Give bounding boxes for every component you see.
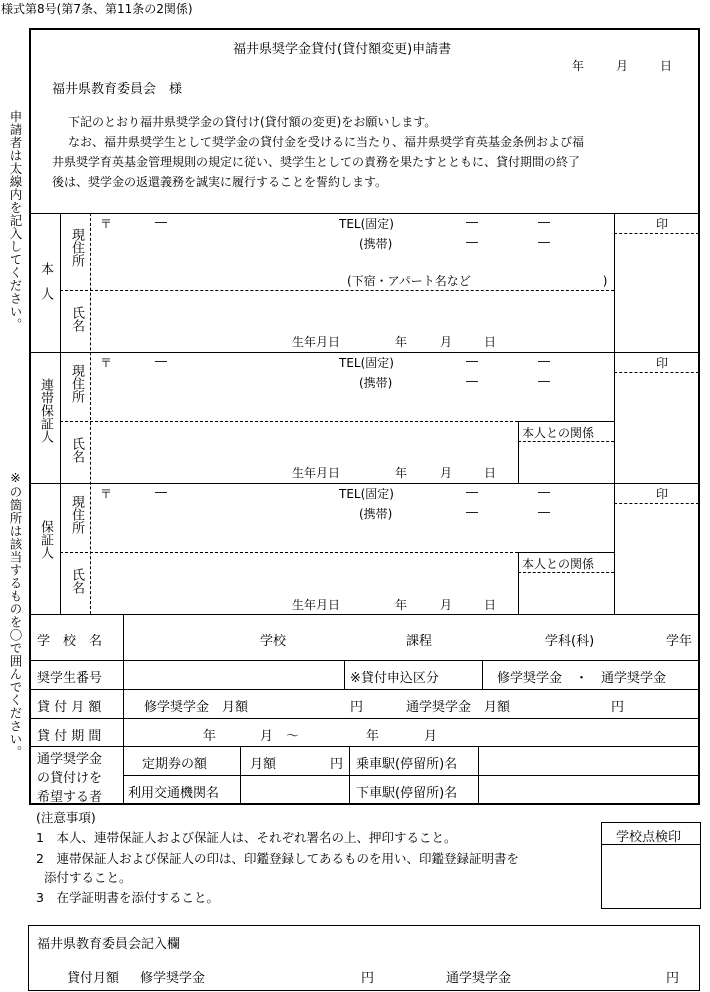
divider <box>60 421 518 422</box>
notes-heading: (注意事項) <box>36 810 96 825</box>
section-guarantor-label: 保証人 <box>38 520 53 559</box>
birth-year: 年 <box>395 466 408 480</box>
monthly-amount-label: 貸 付 月 額 <box>37 700 102 715</box>
divider <box>518 441 614 442</box>
commute-label-2: の貸付けを <box>37 771 103 786</box>
divider <box>123 775 699 776</box>
divider <box>518 421 614 422</box>
tel-fixed-label: TEL(固定) <box>339 356 394 370</box>
divider <box>614 213 615 614</box>
divider <box>30 718 699 719</box>
yen-unit: 円 <box>666 971 680 986</box>
grade-unit: 学年 <box>666 634 693 649</box>
divider <box>123 614 124 804</box>
addressee: 福井県教育委員会 様 <box>52 82 183 97</box>
tel-fixed-label: TEL(固定) <box>339 487 394 501</box>
commute-label-1: 通学奨学金 <box>37 752 103 767</box>
postal-dash: ― <box>155 354 167 368</box>
intro-line-3: 井県奨学育英基金管理規則の規定に従い、奨学生としての責務を果たすとともに、貸付期間の終了 <box>52 155 581 169</box>
transport-label: 利用交通機関名 <box>128 786 220 801</box>
tel-mobile-label: (携帯) <box>359 376 393 390</box>
school-unit: 学校 <box>260 634 287 649</box>
side-note-bottom: ※の箇所は該当するものを〇で囲んでください。 <box>8 470 23 759</box>
divider <box>30 746 699 747</box>
divider <box>30 213 699 214</box>
section-joint-label: 連帯保証人 <box>38 378 53 443</box>
address-label: 現住所 <box>69 364 84 403</box>
tel-dash: ― <box>466 354 478 368</box>
pass-amount-label: 定期券の額 <box>142 757 208 772</box>
birth-label: 生年月日 <box>292 335 341 349</box>
divider <box>614 372 699 373</box>
address-label: 現住所 <box>69 228 84 267</box>
tel-dash: ― <box>538 235 550 249</box>
divider <box>614 503 699 504</box>
intro-line-4: 後は、奨学金の返還義務を誠実に履行することを誓約します。 <box>52 175 388 189</box>
tel-dash: ― <box>466 374 478 388</box>
tel-dash: ― <box>538 374 550 388</box>
board-monthly-label: 貸付月額 <box>67 971 120 986</box>
divider <box>30 352 699 353</box>
seal-mark: 印 <box>656 487 669 501</box>
form-number: 様式第8号(第7条、第11条の2関係) <box>1 2 193 16</box>
intro-line-2: なお、福井県奨学生として奨学金の貸付金を受けるに当たり、福井県奨学育英基金条例および福 <box>68 135 585 149</box>
period-month: 月 ～ <box>260 729 300 744</box>
tel-mobile-label: (携帯) <box>359 507 393 521</box>
section-self-label: 本人 <box>38 262 53 312</box>
divider <box>349 746 350 804</box>
school-check-label: 学校点検印 <box>616 830 682 845</box>
birth-year: 年 <box>395 598 408 612</box>
commute-monthly-label: 通学奨学金 月額 <box>406 700 511 715</box>
category-options: 修学奨学金 ・ 通学奨学金 <box>497 671 667 686</box>
student-number-label: 奨学生番号 <box>37 671 103 686</box>
tel-dash: ― <box>538 505 550 519</box>
address-label: 現住所 <box>69 495 84 534</box>
yen-unit: 円 <box>350 700 364 715</box>
yen-unit: 円 <box>330 757 344 772</box>
divider <box>30 483 699 484</box>
course-unit: 課程 <box>406 634 433 649</box>
divider <box>60 213 61 614</box>
board-study-label: 修学奨学金 <box>140 971 206 986</box>
divider <box>30 614 699 615</box>
divider <box>482 660 483 689</box>
period-year: 年 <box>203 729 217 744</box>
postal-mark: 〒 <box>100 356 113 370</box>
birth-label: 生年月日 <box>292 466 341 480</box>
note-2a: 2 連帯保証人および保証人の印は、印鑑登録してあるものを用い、印鑑登録証明書を <box>36 851 519 866</box>
pass-monthly-label: 月額 <box>250 757 277 772</box>
name-label: 氏名 <box>69 568 84 594</box>
boarding-station-label: 乗車駅(停留所)名 <box>356 757 458 772</box>
postal-dash: ― <box>155 215 167 229</box>
date-year: 年 <box>572 59 585 73</box>
birth-month: 月 <box>440 335 453 349</box>
date-day: 日 <box>660 59 673 73</box>
loan-period-label: 貸 付 期 間 <box>37 729 102 744</box>
date-month: 月 <box>616 59 629 73</box>
note-2b: 添付すること。 <box>44 870 132 885</box>
relation-label: 本人との関係 <box>522 557 595 571</box>
divider <box>240 746 241 804</box>
tel-dash: ― <box>538 485 550 499</box>
seal-mark: 印 <box>656 217 669 231</box>
tel-dash: ― <box>466 505 478 519</box>
note-1: 1 本人、連帯保証人および保証人は、それぞれ署名の上、押印すること。 <box>36 830 457 845</box>
category-label: ※貸付申込区分 <box>350 671 439 686</box>
school-label: 学 校 名 <box>37 634 103 649</box>
divider <box>30 660 699 661</box>
period-year: 年 <box>366 729 380 744</box>
divider <box>478 746 479 804</box>
form-title: 福井県奨学金貸付(貸付額変更)申請書 <box>233 42 452 57</box>
birth-day: 日 <box>484 466 497 480</box>
apartment-note: (下宿・アパート名など ) <box>347 274 608 288</box>
seal-mark: 印 <box>656 356 669 370</box>
yen-unit: 円 <box>611 700 625 715</box>
divider <box>60 290 614 291</box>
board-heading: 福井県教育委員会記入欄 <box>37 937 181 952</box>
name-label: 氏名 <box>69 306 84 332</box>
divider <box>90 213 91 614</box>
divider <box>344 660 345 689</box>
birth-year: 年 <box>395 335 408 349</box>
dept-unit: 学科(科) <box>545 634 595 649</box>
tel-dash: ― <box>538 354 550 368</box>
birth-month: 月 <box>440 466 453 480</box>
postal-dash: ― <box>155 485 167 499</box>
relation-label: 本人との関係 <box>522 426 595 440</box>
divider <box>614 233 699 234</box>
alighting-station-label: 下車駅(停留所)名 <box>356 786 458 801</box>
note-3: 3 在学証明書を添付すること。 <box>36 890 219 905</box>
divider <box>518 572 614 573</box>
name-label: 氏名 <box>69 437 84 463</box>
tel-dash: ― <box>538 215 550 229</box>
divider <box>518 552 614 553</box>
birth-label: 生年月日 <box>292 598 341 612</box>
birth-day: 日 <box>484 598 497 612</box>
divider <box>60 552 518 553</box>
study-monthly-label: 修学奨学金 月額 <box>144 700 249 715</box>
tel-dash: ― <box>466 215 478 229</box>
postal-mark: 〒 <box>100 487 113 501</box>
commute-label-3: 希望する者 <box>37 790 103 805</box>
period-month: 月 <box>424 729 438 744</box>
intro-line-1: 下記のとおり福井県奨学金の貸付け(貸付額の変更)をお願いします。 <box>68 115 437 129</box>
birth-month: 月 <box>440 598 453 612</box>
tel-dash: ― <box>466 235 478 249</box>
tel-fixed-label: TEL(固定) <box>339 217 394 231</box>
birth-day: 日 <box>484 335 497 349</box>
side-note-top: 申請者は太線内を記入してください。 <box>8 110 23 331</box>
divider <box>30 689 699 690</box>
tel-mobile-label: (携帯) <box>359 237 393 251</box>
postal-mark: 〒 <box>100 217 113 231</box>
yen-unit: 円 <box>361 971 375 986</box>
board-commute-label: 通学奨学金 <box>446 971 512 986</box>
tel-dash: ― <box>466 485 478 499</box>
